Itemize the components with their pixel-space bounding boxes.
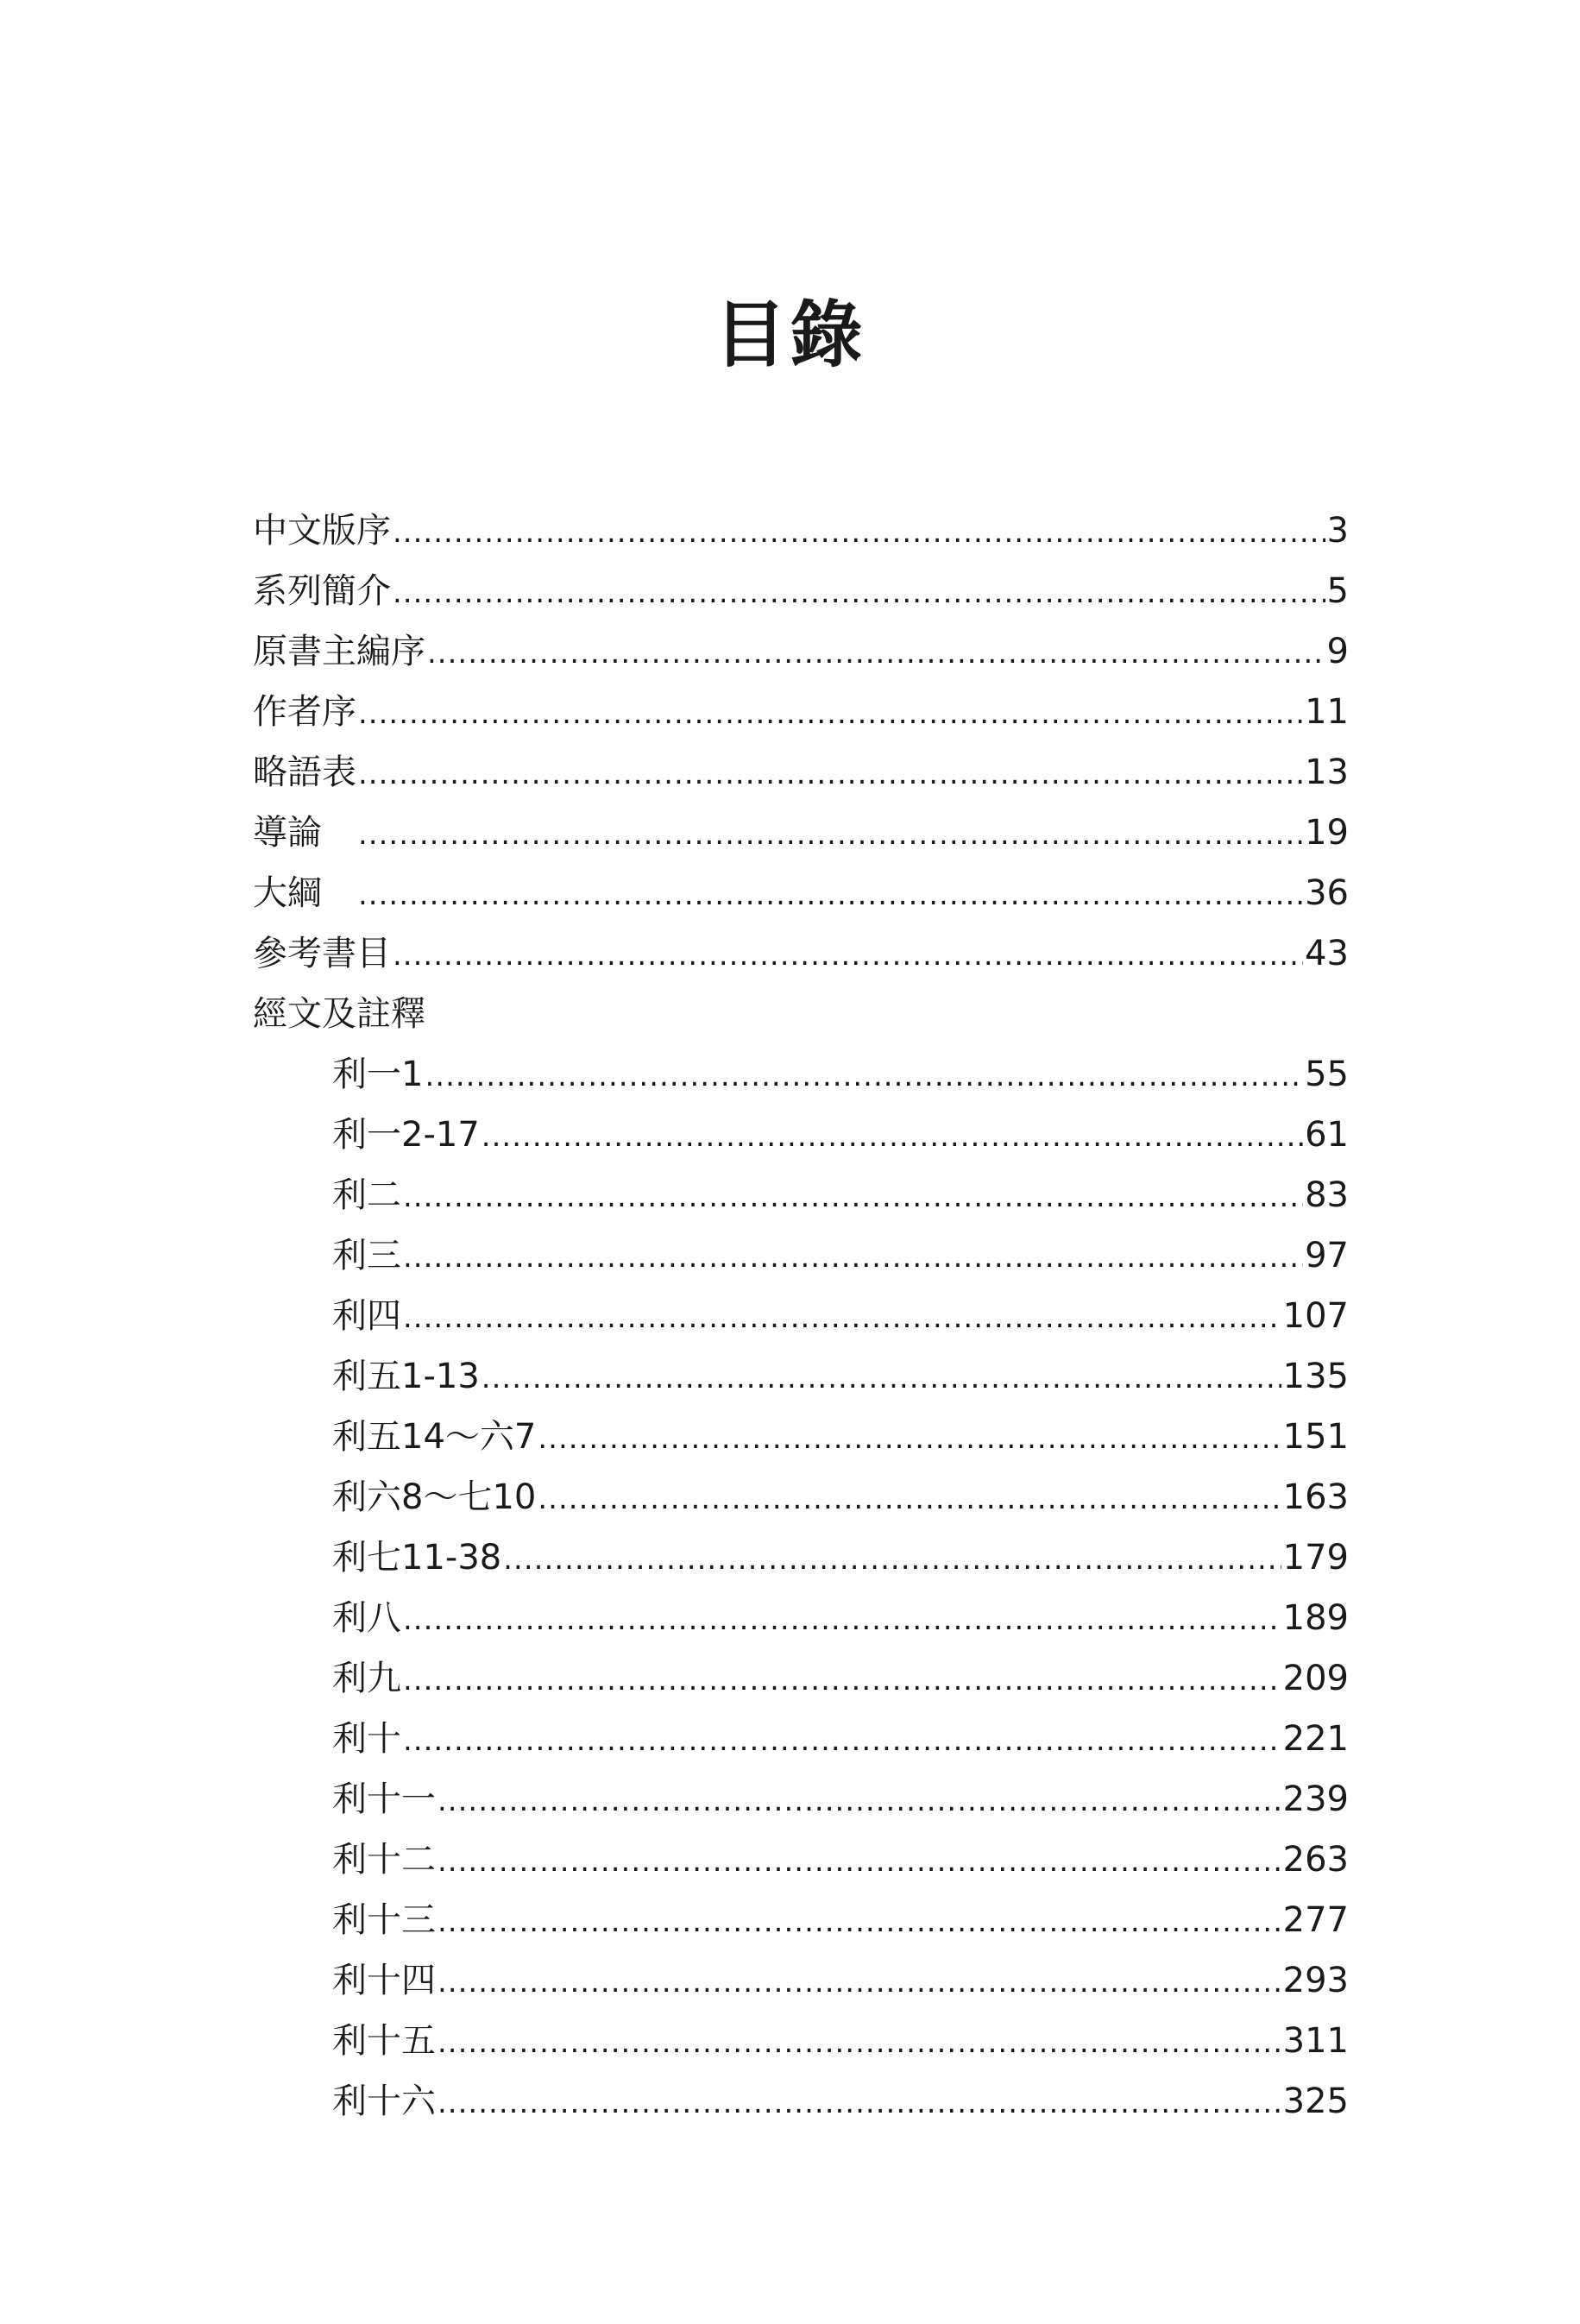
toc-page-number: 107 bbox=[1282, 1296, 1349, 1336]
toc-dot-leader bbox=[393, 925, 1303, 986]
toc-entry-label: 系列簡介 bbox=[253, 571, 391, 611]
toc-dot-leader bbox=[482, 1348, 1281, 1408]
toc-page-number: 5 bbox=[1326, 571, 1349, 611]
toc-entry bbox=[253, 1165, 1349, 1225]
toc-dot-leader bbox=[503, 1529, 1281, 1590]
toc-page-number: 3 bbox=[1326, 511, 1349, 551]
toc-entry-label: 利七11-38 bbox=[332, 1538, 502, 1578]
toc-entry-label: 利六8～七10 bbox=[332, 1477, 537, 1517]
toc-entry-label: 經文及註釋 bbox=[253, 994, 425, 1034]
toc-page-number: 19 bbox=[1305, 813, 1349, 853]
toc-entry bbox=[253, 742, 1349, 803]
toc-dot-leader bbox=[482, 1106, 1303, 1167]
toc-entry-label: 大綱 bbox=[253, 873, 356, 913]
toc-dot-leader bbox=[403, 1710, 1281, 1771]
toc-dot-leader bbox=[403, 1227, 1303, 1288]
toc-dot-leader bbox=[437, 1892, 1281, 1952]
toc-entry bbox=[253, 561, 1349, 621]
toc-entry-label: 利十四 bbox=[332, 1961, 436, 2000]
toc-page-number: 221 bbox=[1282, 1719, 1349, 1759]
toc-page-number: 151 bbox=[1282, 1417, 1349, 1457]
toc-entry bbox=[253, 2071, 1349, 2132]
toc-dot-leader bbox=[358, 744, 1303, 804]
toc-entry bbox=[253, 1830, 1349, 1890]
toc-page-number: 55 bbox=[1305, 1055, 1349, 1094]
toc-entry-label: 利十一 bbox=[332, 1779, 436, 1819]
toc-page-number: 11 bbox=[1305, 692, 1349, 732]
toc-entry-label: 利一1 bbox=[332, 1055, 424, 1094]
toc-dot-leader bbox=[437, 1952, 1281, 2012]
toc-entry bbox=[253, 1527, 1349, 1588]
toc-page-number: 97 bbox=[1305, 1236, 1349, 1275]
toc-entry bbox=[253, 1467, 1349, 1527]
toc-entry-label: 利十二 bbox=[332, 1840, 436, 1880]
toc-entry bbox=[253, 863, 1349, 923]
toc-entry-label: 作者序 bbox=[253, 692, 356, 732]
toc-dot-leader bbox=[358, 683, 1303, 744]
toc-entry bbox=[253, 1105, 1349, 1165]
toc-entry bbox=[253, 1044, 1349, 1105]
toc-entry-label: 利三 bbox=[332, 1236, 401, 1275]
toc-entry-label: 導論 bbox=[253, 813, 356, 853]
toc-entry bbox=[253, 1225, 1349, 1286]
toc-entry-label: 原書主編序 bbox=[253, 632, 425, 671]
toc-page-number: 36 bbox=[1305, 873, 1349, 913]
toc-entry-label: 利八 bbox=[332, 1598, 401, 1638]
toc-dot-leader bbox=[437, 2073, 1281, 2133]
toc-dot-leader bbox=[437, 2012, 1281, 2073]
toc-dot-leader bbox=[538, 1469, 1281, 1529]
toc-dot-leader bbox=[358, 865, 1303, 925]
toc-page-number: 239 bbox=[1282, 1779, 1349, 1819]
toc-page-number: 43 bbox=[1305, 934, 1349, 973]
toc-entry bbox=[253, 923, 1349, 984]
page-title: 目錄 bbox=[714, 293, 866, 378]
toc-entry bbox=[253, 1769, 1349, 1830]
toc-entry bbox=[253, 1588, 1349, 1648]
toc-dot-leader bbox=[427, 623, 1325, 683]
toc-page-number: 325 bbox=[1282, 2082, 1349, 2121]
toc-entry bbox=[253, 803, 1349, 863]
toc-entry bbox=[253, 1709, 1349, 1769]
toc-page-number: 83 bbox=[1305, 1175, 1349, 1215]
toc-page-number: 9 bbox=[1326, 632, 1349, 671]
toc-entry bbox=[253, 2011, 1349, 2071]
toc-page-number: 263 bbox=[1282, 1840, 1349, 1880]
toc-dot-leader bbox=[437, 1831, 1281, 1892]
toc-entry-label: 利五14～六7 bbox=[332, 1417, 537, 1457]
toc-entry-label: 利十 bbox=[332, 1719, 401, 1759]
toc-dot-leader bbox=[538, 1408, 1281, 1469]
toc-entry-label: 利十三 bbox=[332, 1900, 436, 1940]
toc-entry bbox=[253, 1648, 1349, 1709]
toc-entry-label: 利九 bbox=[332, 1659, 401, 1698]
toc-dot-leader bbox=[403, 1167, 1303, 1227]
toc-page-number: 293 bbox=[1282, 1961, 1349, 2000]
toc-entry-label: 利一2-17 bbox=[332, 1115, 480, 1155]
toc-entry-label: 利十五 bbox=[332, 2021, 436, 2061]
toc-dot-leader bbox=[437, 1771, 1281, 1831]
toc-entry-label: 參考書目 bbox=[253, 934, 391, 973]
toc-dot-leader bbox=[403, 1288, 1281, 1348]
table-of-contents bbox=[253, 501, 1349, 2132]
toc-entry bbox=[253, 682, 1349, 742]
toc-page-number: 277 bbox=[1282, 1900, 1349, 1940]
toc-page-number: 179 bbox=[1282, 1538, 1349, 1578]
toc-page-number: 189 bbox=[1282, 1598, 1349, 1638]
toc-entry-label: 略語表 bbox=[253, 753, 356, 792]
toc-dot-leader bbox=[358, 804, 1303, 865]
toc-page-number: 311 bbox=[1282, 2021, 1349, 2061]
toc-entry-label: 中文版序 bbox=[253, 511, 391, 551]
toc-page-number: 135 bbox=[1282, 1357, 1349, 1396]
toc-entry-label: 利四 bbox=[332, 1296, 401, 1336]
toc-section-heading bbox=[253, 984, 1349, 1044]
toc-entry bbox=[253, 501, 1349, 561]
toc-entry-label: 利五1-13 bbox=[332, 1357, 480, 1396]
toc-entry bbox=[253, 1890, 1349, 1950]
toc-dot-leader bbox=[425, 1046, 1303, 1106]
toc-entry bbox=[253, 1950, 1349, 2011]
toc-page-number: 209 bbox=[1282, 1659, 1349, 1698]
toc-dot-leader bbox=[393, 563, 1325, 623]
toc-entry bbox=[253, 621, 1349, 682]
toc-dot-leader bbox=[403, 1650, 1281, 1710]
toc-page-number: 163 bbox=[1282, 1477, 1349, 1517]
toc-entry bbox=[253, 1407, 1349, 1467]
toc-entry-label: 利二 bbox=[332, 1175, 401, 1215]
toc-entry bbox=[253, 1286, 1349, 1346]
toc-page-number: 61 bbox=[1305, 1115, 1349, 1155]
toc-dot-leader bbox=[393, 502, 1325, 563]
toc-entry-label: 利十六 bbox=[332, 2082, 436, 2121]
toc-dot-leader bbox=[403, 1590, 1281, 1650]
toc-entry bbox=[253, 1346, 1349, 1407]
toc-page-number: 13 bbox=[1305, 753, 1349, 792]
